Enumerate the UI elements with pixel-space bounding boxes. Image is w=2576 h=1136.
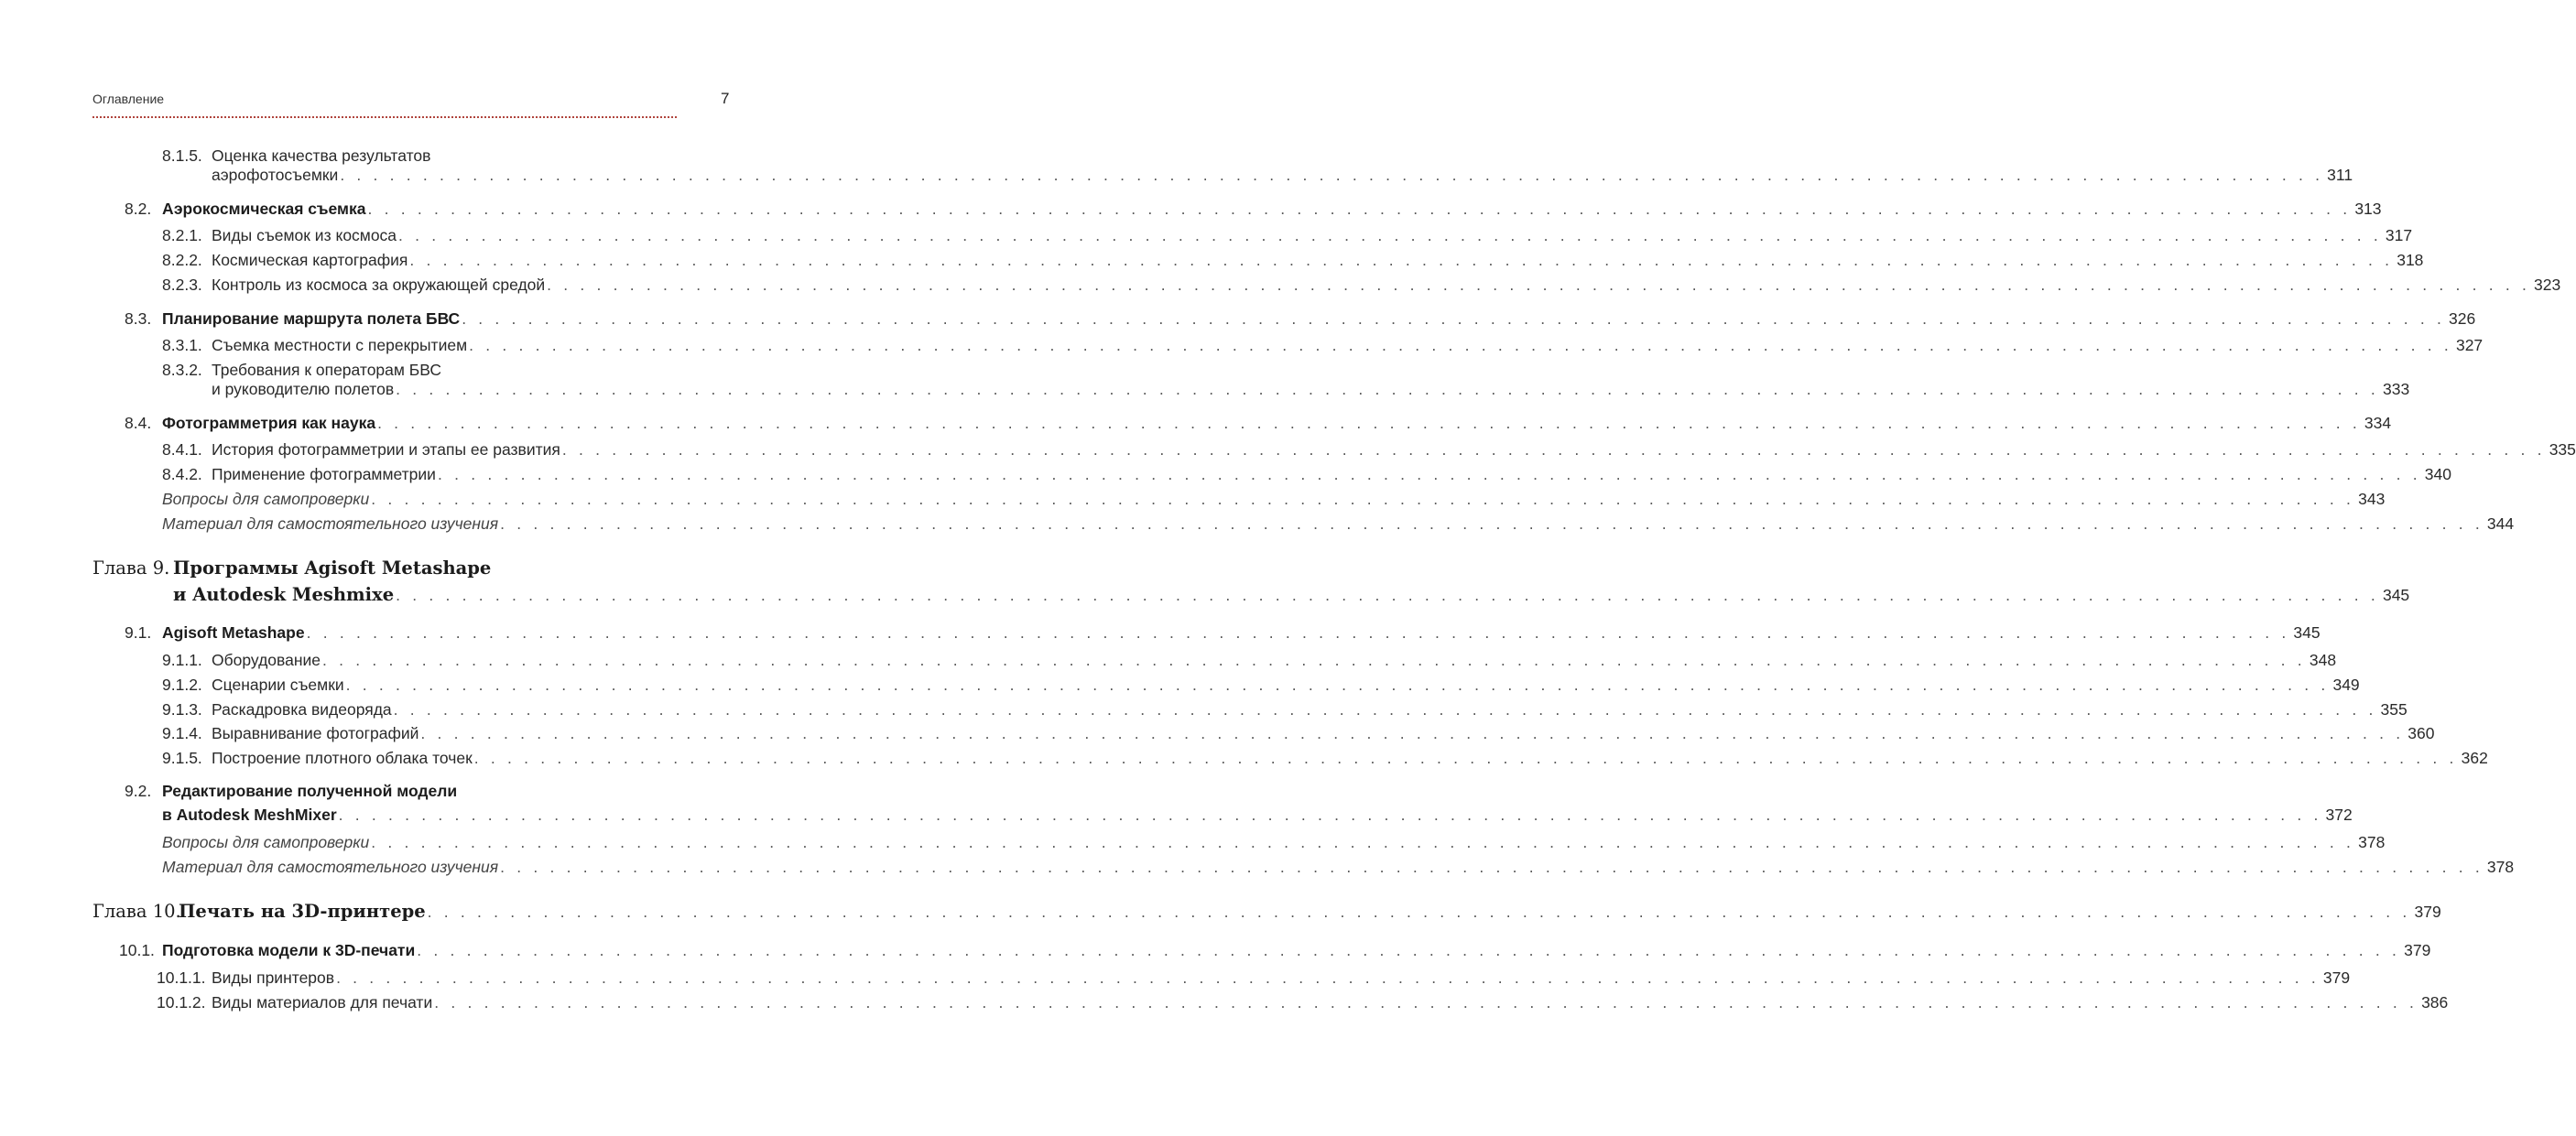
toc-entry-title: Космическая картография [212, 251, 408, 269]
toc-entry-title: Оценка качества результатов [212, 146, 431, 165]
toc-entry-page: 340 [2424, 465, 2451, 483]
dot-leader: . . . . . . . . . . . . . . . . . . . . . . . . . . . . . . . . . . . . . . . . . . . . . . . . . . . . . . . . . . . . . . . . . . . . . . . . . . . . . . . . . . . . . . . . . . . . . . . . . . . . . . . . . . . . . . . . . . . . . . . . [398, 226, 2382, 244]
toc-entry-title: Agisoft Metashape [162, 623, 305, 642]
toc-entry-page: 349 [2332, 676, 2360, 694]
toc-entry-title: Фотограмметрия как наука [162, 414, 376, 432]
toc-entry-title: Виды материалов для печати [212, 993, 433, 1012]
toc-entry-number: 8.4.1. [162, 440, 202, 459]
dot-leader: . . . . . . . . . . . . . . . . . . . . . . . . . . . . . . . . . . . . . . . . . . . . . . . . . . . . . . . . . . . . . . . . . . . . . . . . . . . . . . . . . . . . . . . . . . . . . . . . . . . . . . . . . . . . . . . . . . . . . . . . [396, 586, 2379, 604]
toc-entry-number: 9.1.1. [162, 651, 202, 669]
toc-entry-page: 379 [2322, 968, 2351, 987]
dot-leader: . . . . . . . . . . . . . . . . . . . . . . . . . . . . . . . . . . . . . . . . . . . . . . . . . . . . . . . . . . . . . . . . . . . . . . . . . . . . . . . . . . . . . . . . . . . . . . . . . . . . . . . . . . . . . . . . . . . . . . . . [338, 806, 2322, 824]
toc-entry-page: 343 [2358, 490, 2386, 508]
toc-entry-page: 360 [2408, 724, 2435, 742]
toc-entry-number: 8.3.1. [162, 336, 202, 354]
toc-entry-number: 9.2. [125, 782, 152, 800]
dot-leader: . . . . . . . . . . . . . . . . . . . . . . . . . . . . . . . . . . . . . . . . . . . . . . . . . . . . . . . . . . . . . . . . . . . . . . . . . . . . . . . . . . . . . . . . . . . . . . . . . . . . . . . . . . . . . . . . . . . . . . . . [469, 336, 2452, 354]
toc-entry-page: 386 [2421, 993, 2449, 1012]
toc-entry-number: 10.1.2. [157, 993, 206, 1012]
toc-entry-page: 313 [2354, 200, 2382, 218]
toc-entry-number: 9.1. [125, 623, 152, 642]
toc-entry-title: Виды принтеров [212, 968, 335, 987]
toc-entry-number: Глава 10. [92, 901, 181, 922]
toc-entry-number: 8.4.2. [162, 465, 202, 483]
toc-entry-title: Выравнивание фотографий [212, 724, 419, 742]
dot-leader: . . . . . . . . . . . . . . . . . . . . . . . . . . . . . . . . . . . . . . . . . . . . . . . . . . . . . . . . . . . . . . . . . . . . . . . . . . . . . . . . . . . . . . . . . . . . . . . . . . . . . . . . . . . . . . . . . . . . . . . . [500, 514, 2484, 533]
toc-entry-title: в Autodesk MeshMixer [162, 806, 337, 824]
toc-entry-title: и руководителю полетов [212, 380, 395, 398]
toc-entry-title: Съемка местности с перекрытием [212, 336, 468, 354]
toc-entry-title: Материал для самостоятельного изучения [162, 858, 499, 876]
toc-entry-number: 8.4. [125, 414, 152, 432]
dot-leader: . . . . . . . . . . . . . . . . . . . . . . . . . . . . . . . . . . . . . . . . . . . . . . . . . . . . . . . . . . . . . . . . . . . . . . . . . . . . . . . . . . . . . . . . . . . . . . . . . . . . . . . . . . . . . . . . . . . . . . . . [371, 490, 2355, 508]
dot-leader: . . . . . . . . . . . . . . . . . . . . . . . . . . . . . . . . . . . . . . . . . . . . . . . . . . . . . . . . . . . . . . . . . . . . . . . . . . . . . . . . . . . . . . . . . . . . . . . . . . . . . . . . . . . . . . . . . . . . . . . . [462, 309, 2446, 328]
toc-entry-page: 378 [2486, 858, 2515, 876]
dot-leader: . . . . . . . . . . . . . . . . . . . . . . . . . . . . . . . . . . . . . . . . . . . . . . . . . . . . . . . . . . . . . . . . . . . . . . . . . . . . . . . . . . . . . . . . . . . . . . . . . . . . . . . . . . . . . . . . . . . . . . . . [367, 200, 2352, 218]
toc-entry-page: 372 [2325, 806, 2353, 824]
toc-entry-number: 8.2.2. [162, 251, 202, 269]
toc-entry-number: 8.2.1. [162, 226, 202, 244]
toc-entry-title: Аэрокосмическая съемка [162, 200, 366, 218]
running-header-title: Оглавление [92, 92, 165, 106]
dot-leader: . . . . . . . . . . . . . . . . . . . . . . . . . . . . . . . . . . . . . . . . . . . . . . . . . . . . . . . . . . . . . . . . . . . . . . . . . . . . . . . . . . . . . . . . . . . . . . . . . . . . . . . . . . . . . . . . . . . . . . . . [417, 941, 2401, 959]
toc-entry-title: Вопросы для самопроверки [162, 833, 370, 851]
toc-entry-title: Контроль из космоса за окружающей средой [212, 276, 546, 294]
dot-leader: . . . . . . . . . . . . . . . . . . . . . . . . . . . . . . . . . . . . . . . . . . . . . . . . . . . . . . . . . . . . . . . . . . . . . . . . . . . . . . . . . . . . . . . . . . . . . . . . . . . . . . . . . . . . . . . . . . . . . . . . [345, 676, 2330, 694]
toc-entry-title: Оборудование [212, 651, 321, 669]
toc-entry-title: Материал для самостоятельного изучения [162, 514, 499, 533]
toc-entry-number: Глава 9. [92, 557, 170, 579]
toc-entry-page: 333 [2383, 380, 2410, 398]
dot-leader: . . . . . . . . . . . . . . . . . . . . . . . . . . . . . . . . . . . . . . . . . . . . . . . . . . . . . . . . . . . . . . . . . . . . . . . . . . . . . . . . . . . . . . . . . . . . . . . . . . . . . . . . . . . . . . . . . . . . . . . . [306, 623, 2290, 642]
toc-entry-title: Вопросы для самопроверки [162, 490, 370, 508]
dot-leader: . . . . . . . . . . . . . . . . . . . . . . . . . . . . . . . . . . . . . . . . . . . . . . . . . . . . . . . . . . . . . . . . . . . . . . . . . . . . . . . . . . . . . . . . . . . . . . . . . . . . . . . . . . . . . . . . . . . . . . . . [340, 166, 2324, 184]
toc-entry-title: Построение плотного облака точек [212, 749, 473, 767]
toc-entry-page: 355 [2380, 700, 2408, 719]
toc-entry-page: 317 [2385, 226, 2413, 244]
dot-leader: . . . . . . . . . . . . . . . . . . . . . . . . . . . . . . . . . . . . . . . . . . . . . . . . . . . . . . . . . . . . . . . . . . . . . . . . . . . . . . . . . . . . . . . . . . . . . . . . . . . . . . . . . . . . . . . . . . . . . . . . [561, 440, 2546, 459]
toc-entry-title: Планирование маршрута полета БВС [162, 309, 461, 328]
dot-leader: . . . . . . . . . . . . . . . . . . . . . . . . . . . . . . . . . . . . . . . . . . . . . . . . . . . . . . . . . . . . . . . . . . . . . . . . . . . . . . . . . . . . . . . . . . . . . . . . . . . . . . . . . . . . . . . . . . . . . . . . [371, 833, 2355, 851]
toc-entry-page: 326 [2449, 309, 2476, 328]
toc-entry-number: 8.2. [125, 200, 152, 218]
toc-entry-title: аэрофотосъемки [212, 166, 339, 184]
toc-entry-title: Требования к операторам БВС [212, 361, 442, 379]
toc-entry-number: 10.1.1. [157, 968, 206, 987]
toc-entry-number: 9.1.2. [162, 676, 202, 694]
toc-entry-page: 345 [2382, 586, 2410, 604]
toc-entry-number: 10.1. [119, 941, 155, 959]
toc-entry-page: 311 [2327, 166, 2353, 184]
toc-entry-number: 8.3.2. [162, 361, 202, 379]
toc-entry-page: 327 [2455, 336, 2484, 354]
toc-entry-title: Применение фотограмметрии [212, 465, 436, 483]
toc-entry-page: 348 [2309, 651, 2337, 669]
toc-entry-title: Программы Agisoft Metashape [173, 557, 492, 579]
toc-entry-title: Редактирование полученной модели [162, 782, 458, 800]
toc-entry-number: 9.1.5. [162, 749, 202, 767]
dot-leader: . . . . . . . . . . . . . . . . . . . . . . . . . . . . . . . . . . . . . . . . . . . . . . . . . . . . . . . . . . . . . . . . . . . . . . . . . . . . . . . . . . . . . . . . . . . . . . . . . . . . . . . . . . . . . . . . . . . . . . . . [500, 858, 2484, 876]
dot-leader: . . . . . . . . . . . . . . . . . . . . . . . . . . . . . . . . . . . . . . . . . . . . . . . . . . . . . . . . . . . . . . . . . . . . . . . . . . . . . . . . . . . . . . . . . . . . . . . . . . . . . . . . . . . . . . . . . . . . . . . . [547, 276, 2531, 294]
toc-entry-number: 8.2.3. [162, 276, 202, 294]
toc-entry-title: Сценарии съемки [212, 676, 344, 694]
toc-entry-page: 362 [2461, 749, 2488, 767]
toc-entry-page: 379 [2404, 941, 2431, 959]
dot-leader: . . . . . . . . . . . . . . . . . . . . . . . . . . . . . . . . . . . . . . . . . . . . . . . . . . . . . . . . . . . . . . . . . . . . . . . . . . . . . . . . . . . . . . . . . . . . . . . . . . . . . . . . . . . . . . . . . . . . . . . . [437, 465, 2421, 483]
toc-entry-page: 335 [2549, 440, 2576, 459]
toc-entry-title: и Autodesk Meshmixe [173, 584, 395, 605]
toc-entry-number: 9.1.3. [162, 700, 202, 719]
toc-entry-title: Раскадровка видеоряда [212, 700, 392, 719]
page-number: 7 [721, 90, 730, 107]
toc-entry-title: Печать на 3D-принтере [179, 901, 426, 922]
dot-leader: . . . . . . . . . . . . . . . . . . . . . . . . . . . . . . . . . . . . . . . . . . . . . . . . . . . . . . . . . . . . . . . . . . . . . . . . . . . . . . . . . . . . . . . . . . . . . . . . . . . . . . . . . . . . . . . . . . . . . . . . [427, 903, 2411, 921]
dot-leader: . . . . . . . . . . . . . . . . . . . . . . . . . . . . . . . . . . . . . . . . . . . . . . . . . . . . . . . . . . . . . . . . . . . . . . . . . . . . . . . . . . . . . . . . . . . . . . . . . . . . . . . . . . . . . . . . . . . . . . . . [377, 414, 2361, 432]
dot-leader: . . . . . . . . . . . . . . . . . . . . . . . . . . . . . . . . . . . . . . . . . . . . . . . . . . . . . . . . . . . . . . . . . . . . . . . . . . . . . . . . . . . . . . . . . . . . . . . . . . . . . . . . . . . . . . . . . . . . . . . . [393, 700, 2377, 719]
dot-leader: . . . . . . . . . . . . . . . . . . . . . . . . . . . . . . . . . . . . . . . . . . . . . . . . . . . . . . . . . . . . . . . . . . . . . . . . . . . . . . . . . . . . . . . . . . . . . . . . . . . . . . . . . . . . . . . . . . . . . . . . [473, 749, 2458, 767]
toc-entry-number: 9.1.4. [162, 724, 202, 742]
toc-entry-page: 379 [2414, 903, 2441, 921]
toc-entry-page: 378 [2358, 833, 2386, 851]
toc-entry-page: 318 [2397, 251, 2424, 269]
toc-entry-title: История фотограмметрии и этапы ее развития [212, 440, 560, 459]
toc-entry-number: 8.1.5. [162, 146, 202, 165]
toc-entry-page: 345 [2293, 623, 2321, 642]
toc-entry-page: 334 [2364, 414, 2392, 432]
toc-entry-page: 344 [2486, 514, 2515, 533]
dot-leader: . . . . . . . . . . . . . . . . . . . . . . . . . . . . . . . . . . . . . . . . . . . . . . . . . . . . . . . . . . . . . . . . . . . . . . . . . . . . . . . . . . . . . . . . . . . . . . . . . . . . . . . . . . . . . . . . . . . . . . . . [322, 651, 2306, 669]
toc-entry-title: Подготовка модели к 3D-печати [162, 941, 416, 959]
dot-leader: . . . . . . . . . . . . . . . . . . . . . . . . . . . . . . . . . . . . . . . . . . . . . . . . . . . . . . . . . . . . . . . . . . . . . . . . . . . . . . . . . . . . . . . . . . . . . . . . . . . . . . . . . . . . . . . . . . . . . . . . [409, 251, 2394, 269]
dot-leader: . . . . . . . . . . . . . . . . . . . . . . . . . . . . . . . . . . . . . . . . . . . . . . . . . . . . . . . . . . . . . . . . . . . . . . . . . . . . . . . . . . . . . . . . . . . . . . . . . . . . . . . . . . . . . . . . . . . . . . . . [396, 380, 2379, 398]
dot-leader: . . . . . . . . . . . . . . . . . . . . . . . . . . . . . . . . . . . . . . . . . . . . . . . . . . . . . . . . . . . . . . . . . . . . . . . . . . . . . . . . . . . . . . . . . . . . . . . . . . . . . . . . . . . . . . . . . . . . . . . . [420, 724, 2405, 742]
dot-leader: . . . . . . . . . . . . . . . . . . . . . . . . . . . . . . . . . . . . . . . . . . . . . . . . . . . . . . . . . . . . . . . . . . . . . . . . . . . . . . . . . . . . . . . . . . . . . . . . . . . . . . . . . . . . . . . . . . . . . . . . [434, 993, 2418, 1012]
toc-entry-number: 8.3. [125, 309, 152, 328]
toc-entry-page: 323 [2534, 276, 2561, 294]
dot-leader: . . . . . . . . . . . . . . . . . . . . . . . . . . . . . . . . . . . . . . . . . . . . . . . . . . . . . . . . . . . . . . . . . . . . . . . . . . . . . . . . . . . . . . . . . . . . . . . . . . . . . . . . . . . . . . . . . . . . . . . . [336, 968, 2320, 987]
toc-entry-title: Виды съемок из космоса [212, 226, 397, 244]
